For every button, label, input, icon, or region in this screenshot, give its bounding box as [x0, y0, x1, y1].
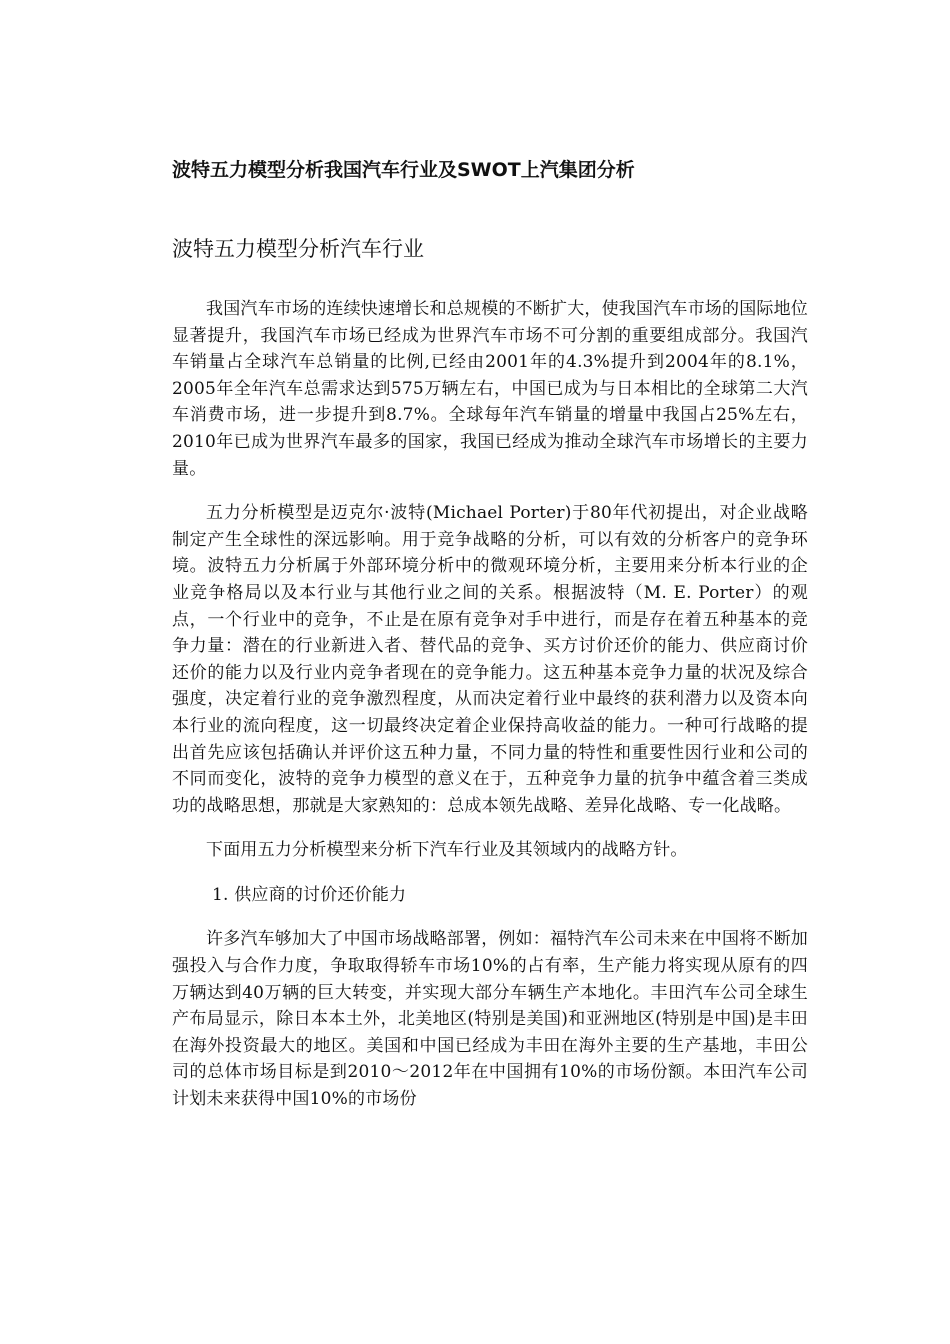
body-text — [172, 296, 808, 1131]
paragraph-supplier-power: 许多汽车够加大了中国市场战略部署，例如：福特汽车公司未来在中国将不断加强投入与合作力度，争取取得轿车市场10%的占有率，生产能力将实现从原有的四万辆达到40万辆的巨大转变，并实现大部分车辆生产本地化。丰田汽车公司全球生产布局显示，除日本本土外，北美地区(特别是美国)和亚洲地区(特别是中国)是丰田在海外投资最大的地区。美国和中国已经成为丰田在海外主要的生产基地，丰田公司的总体市场目标是到2010～2012年在中国拥有10%的市场份额。本田汽车公司计划未来获得中国10%的市场份 — [172, 929, 808, 1110]
paragraph-five-forces: 五力分析模型是迈克尔·波特(Michael Porter)于80年代初提出，对企业战略制定产生全球性的深远影响。用于竞争战略的分析，可以有效的分析客户的竞争环境。波特五力分析属于外部环境分析中的微观环境分析，主要用来分析本行业的企业竞争格局以及本行业与其他行业之间的关系。根据波特（M. E. Porter）的观点，一个行业中的竞争，不止是在原有竞争对手中进行，而是存在着五种基本的竞争力量：潜在的行业新进入者、替代品的竞争、买方讨价还价的能力、供应商讨价还价的能力以及行业内竞争者现在的竞争能力。这五种基本竞争力量的状况及综合强度，决定着行业的竞争激烈程度，从而决定着行业中最终的获利潜力以及资本向本行业的流向程度，这一切最终决定着企业保持高收益的能力。一种可行战略的提出首先应该包括确认并评价这五种力量，不同力量的特性和重要性因行业和公司的不同而变化，波特的竞争力模型的意义在于，五种竞争力量的抗争中蕴含着三类成功的战略思想，那就是大家熟知的：总成本领先战略、差异化战略、专一化战略。 — [172, 503, 808, 816]
paragraph-transition: 下面用五力分析模型来分析下汽车行业及其领域内的战略方针。 — [206, 840, 688, 861]
section-heading: 波特五力模型分析汽车行业 — [172, 237, 424, 261]
paragraph-intro: 我国汽车市场的连续快速增长和总规模的不断扩大，使我国汽车市场的国际地位显著提升，我国汽车市场已经成为世界汽车市场不可分割的重要组成部分。我国汽车销量占全球汽车总销量的比例,已经由2001年的4.3%提升到2004年的8.1%，2005年全年汽车总需求达到575万辆左右，中国已成为与日本相比的全球第二大汽车消费市场，进一步提升到8.7%。全球每年汽车销量的增量中我国占25%左右，2010年已成为世界汽车最多的国家，我国已经成为推动全球汽车市场增长的主要力量。 — [172, 299, 808, 479]
numbered-heading-supplier-power: 1. 供应商的讨价还价能力 — [212, 884, 407, 905]
document-title: 波特五力模型分析我国汽车行业及SWOT上汽集团分析 — [172, 159, 635, 181]
